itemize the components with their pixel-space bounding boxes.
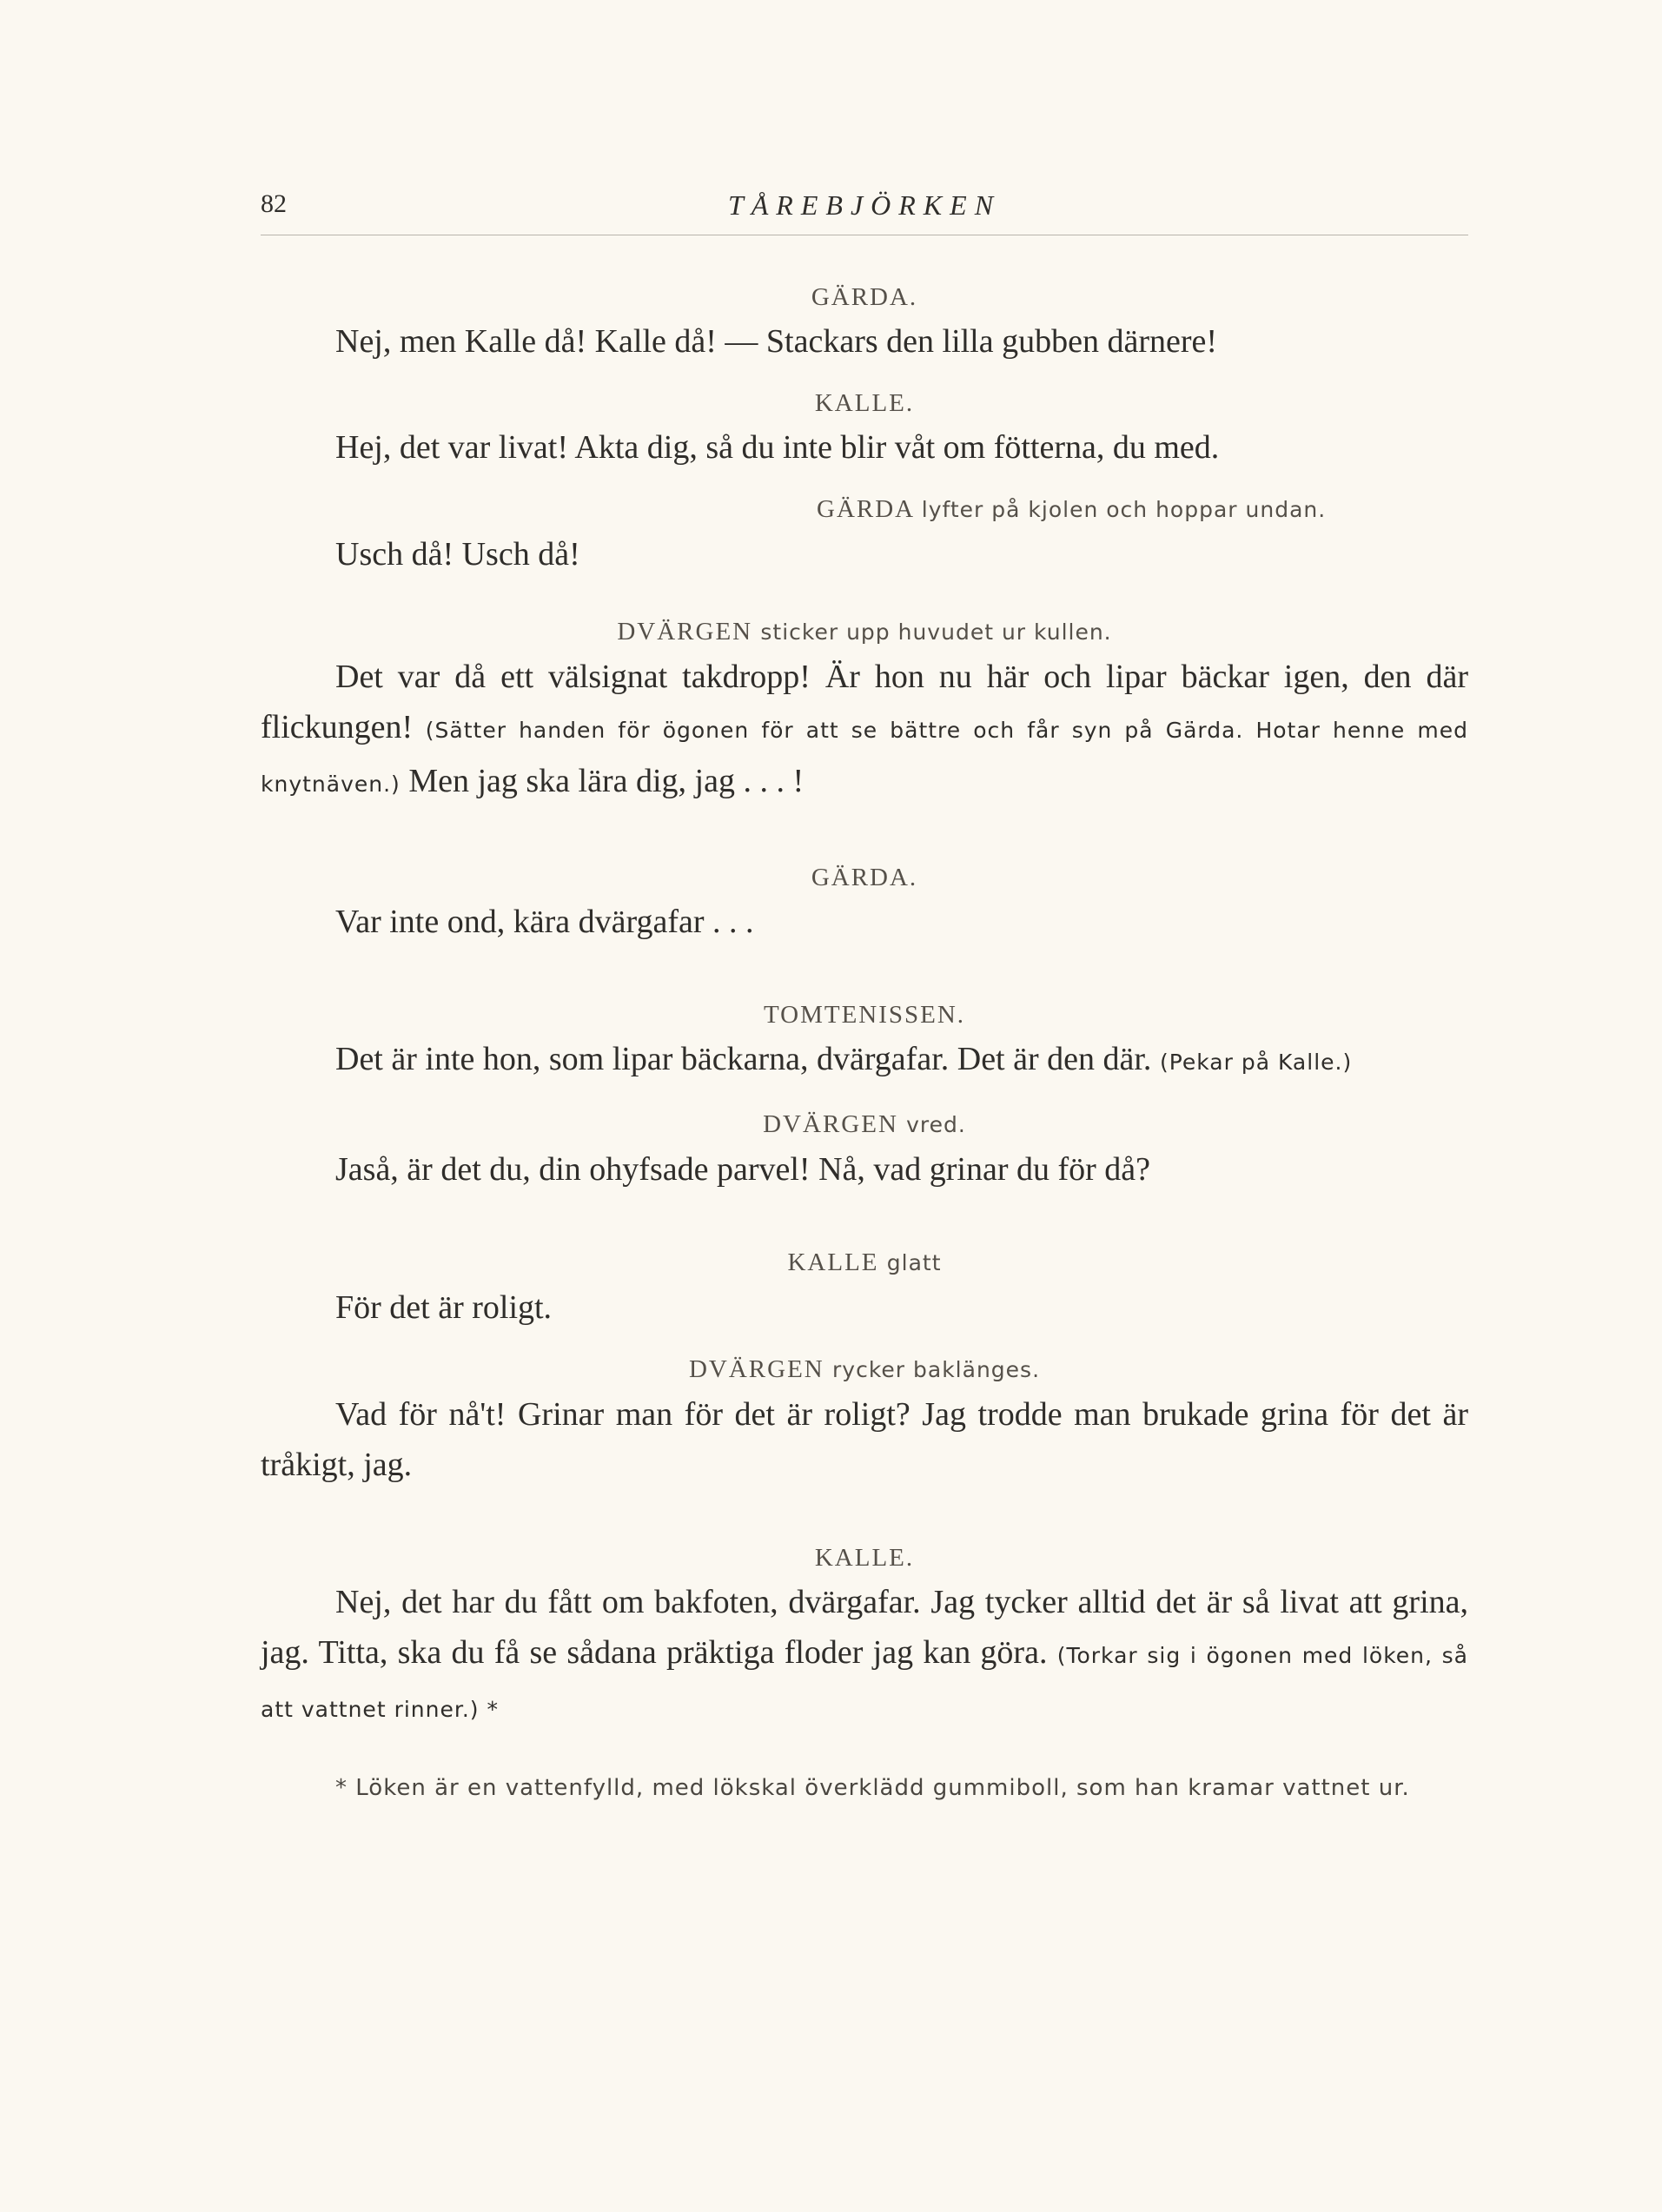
speaker-label: DVÄRGEN rycker baklänges. — [688, 1355, 1041, 1383]
stage-direction: vred. — [906, 1112, 966, 1137]
dialogue-line: Hej, det var livat! Akta dig, så du inte blir våt om fötterna, du med. — [335, 429, 1220, 466]
speaker-label: TOMTENISSEN. — [763, 1001, 966, 1029]
speaker-label: GÄRDA lyfter på kjolen och hoppar undan. — [817, 495, 1327, 523]
stage-direction: lyfter på kjolen och hoppar undan. — [921, 497, 1327, 522]
stage-direction: (Pekar på Kalle.) — [1159, 1050, 1353, 1075]
dialogue-line: Usch då! Usch då! — [335, 536, 580, 573]
dialogue-line: Det är inte hon, som lipar bäckarna, dvärgafar. Det är den där. (Pekar på Kalle.) — [335, 1041, 1353, 1077]
dialogue-line: Nej, det har du fått om bakfoten, dvärgafar. Jag tycker alltid det är så livat att grina, jag. Titta, ska du få se sådana präktiga floder jag kan göra. (Torkar sig i ögonen med löken, så att vattnet rinner.) * — [261, 1584, 1468, 1722]
dialogue-line: Nej, men Kalle då! Kalle då! — Stackars den lilla gubben därnere! — [335, 323, 1218, 360]
speaker-label: DVÄRGEN vred. — [763, 1110, 966, 1138]
dialogue-line: Var inte ond, kära dvärgafar . . . — [335, 904, 754, 940]
book-page — [261, 0, 1468, 2212]
dialogue-line: Det var då ett välsignat takdropp! Är hon nu här och lipar bäckar igen, den där flickungen! (Sätter handen för ögonen för att se bättre och får syn på Gärda. Hotar henne med knytnäven.) Men jag ska lära dig, jag . . . ! — [261, 659, 1468, 799]
speaker-label: KALLE. — [814, 389, 915, 417]
stage-direction: sticker upp huvudet ur kullen. — [760, 619, 1112, 645]
stage-direction: (Torkar sig i ögonen med löken, så att vattnet rinner.) * — [261, 1643, 1468, 1722]
running-title: TÅREBJÖRKEN — [727, 189, 1002, 221]
dialogue-line: Vad för nå't! Grinar man för det är roligt? Jag trodde man brukade grina för det är tråkigt, jag. — [261, 1396, 1468, 1483]
page-header — [261, 189, 1468, 242]
footnote: * Löken är en vattenfylld, med lökskal överklädd gummiboll, som han kramar vattnet ur. — [335, 1775, 1410, 1801]
page-number: 82 — [261, 189, 287, 218]
stage-direction: glatt — [886, 1250, 942, 1275]
dialogue-line: Jaså, är det du, din ohyfsade parvel! Nå, vad grinar du för då? — [335, 1151, 1151, 1188]
speaker-label: DVÄRGEN sticker upp huvudet ur kullen. — [617, 618, 1112, 646]
speaker-label: KALLE. — [814, 1544, 915, 1572]
stage-direction: rycker baklänges. — [832, 1357, 1041, 1382]
play-text — [261, 278, 1468, 1808]
speaker-label: GÄRDA. — [811, 864, 918, 891]
stage-direction: (Sätter handen för ögonen för att se bättre och får syn på Gärda. Hotar henne med knytnäven.) — [261, 718, 1468, 797]
dialogue-line: För det är roligt. — [335, 1289, 553, 1326]
speaker-label: GÄRDA. — [811, 283, 918, 311]
speaker-label: KALLE glatt — [787, 1248, 942, 1276]
